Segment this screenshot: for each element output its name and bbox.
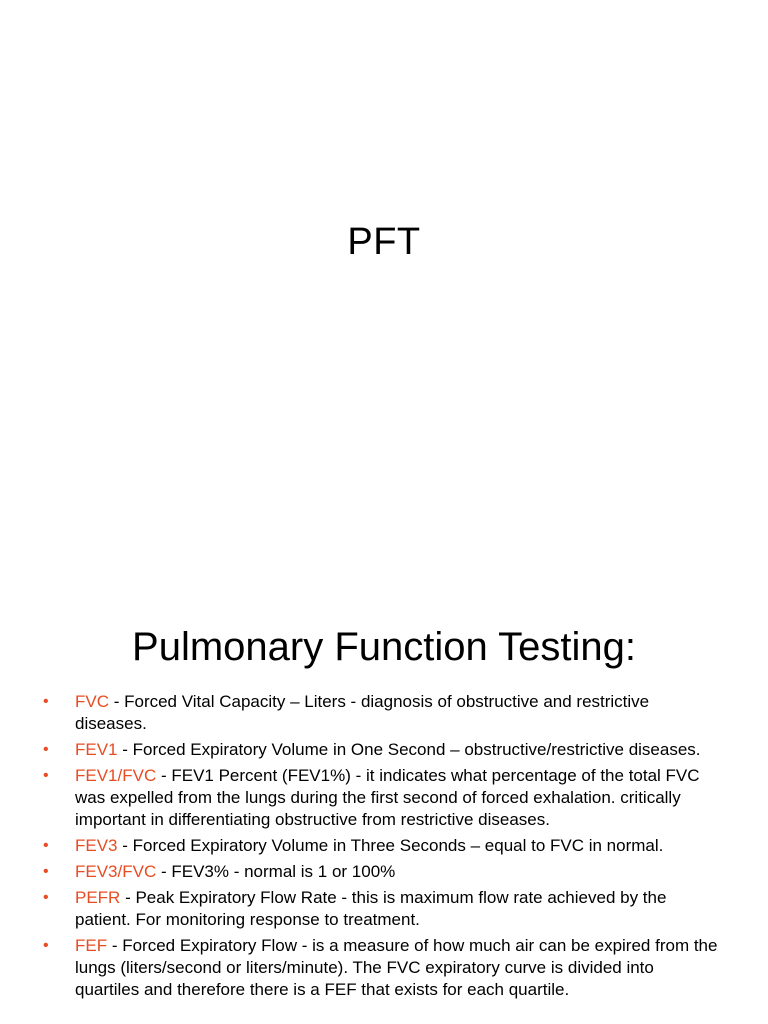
term-description: - Peak Expiratory Flow Rate - this is maximum flow rate achieved by the patient. For monitoring response to treatment. bbox=[75, 888, 667, 929]
term-label: FEV1 bbox=[75, 740, 118, 759]
term-description: - Forced Expiratory Volume in One Second – obstructive/restrictive diseases. bbox=[117, 740, 701, 759]
list-item bbox=[40, 935, 720, 1001]
term-label: FVC bbox=[75, 692, 109, 711]
term-description: - Forced Expiratory Volume in Three Seconds – equal to FVC in normal. bbox=[117, 836, 664, 855]
bullet-list bbox=[40, 691, 720, 1005]
bullet-icon: • bbox=[43, 693, 49, 710]
list-item bbox=[40, 691, 720, 735]
slide-content bbox=[0, 576, 768, 1024]
content-heading: Pulmonary Function Testing: bbox=[132, 625, 636, 669]
bullet-icon: • bbox=[43, 741, 49, 758]
list-item bbox=[40, 887, 720, 931]
term-description: - Forced Vital Capacity – Liters - diagnosis of obstructive and restrictive diseases. bbox=[75, 692, 650, 733]
bullet-icon: • bbox=[43, 767, 49, 784]
bullet-icon: • bbox=[43, 863, 49, 880]
slide-title-heading: PFT bbox=[347, 221, 421, 263]
list-item bbox=[40, 861, 720, 883]
term-label: FEV3 bbox=[75, 836, 118, 855]
list-item bbox=[40, 739, 720, 761]
term-description: - FEV3% - normal is 1 or 100% bbox=[156, 862, 396, 881]
term-description: - FEV1 Percent (FEV1%) - it indicates what percentage of the total FVC was expelled from the lungs during the first second of forced exhalation. critically important in differentiating obstructive from restrictive diseases. bbox=[75, 766, 700, 829]
list-item bbox=[40, 765, 720, 831]
term-description: - Forced Expiratory Flow - is a measure of how much air can be expired from the lungs (liters/second or liters/minute). The FVC expiratory curve is divided into quartiles and therefore there is a FEF that exists for each quartile. bbox=[75, 936, 718, 999]
bullet-icon: • bbox=[43, 837, 49, 854]
term-label: FEV1/FVC bbox=[75, 766, 157, 785]
bullet-icon: • bbox=[43, 937, 49, 954]
term-label: FEV3/FVC bbox=[75, 862, 157, 881]
list-item bbox=[40, 835, 720, 857]
bullet-icon: • bbox=[43, 889, 49, 906]
term-label: FEF bbox=[75, 936, 108, 955]
term-label: PEFR bbox=[75, 888, 121, 907]
